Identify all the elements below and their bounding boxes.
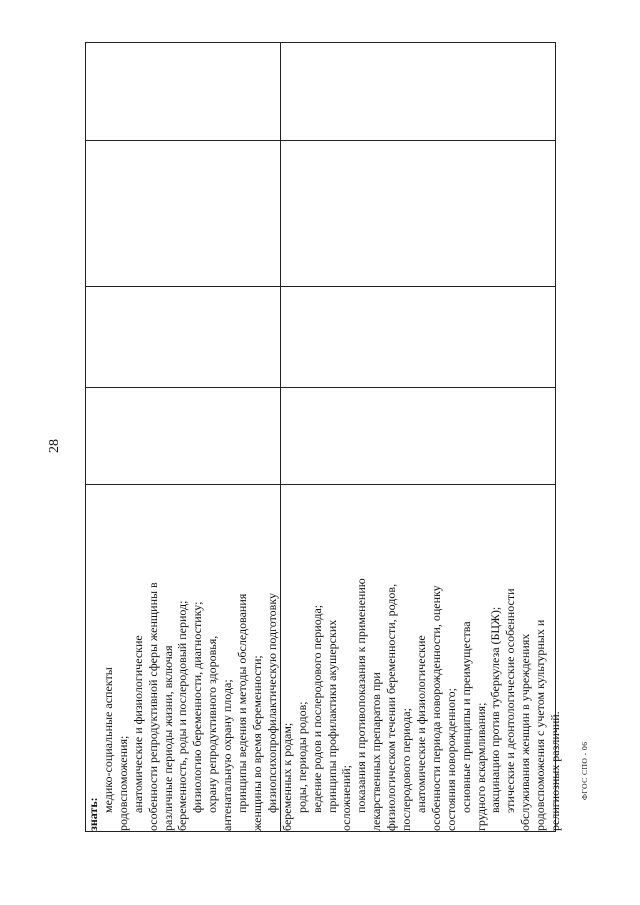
- knowledge-cell-text: [86, 486, 563, 831]
- row-divider: [86, 286, 555, 287]
- text-line: ведение родов и послеродового периода;: [309, 604, 324, 813]
- text-line: обслуживания женщин в учреждениях: [518, 633, 533, 831]
- text-line: осложнений;: [339, 765, 354, 831]
- text-line: роды, периоды родов;: [294, 701, 309, 813]
- text-line: беременность, роды и послеродовый период;: [175, 600, 190, 831]
- text-line: физиологическом течении беременности, родов,: [384, 583, 399, 831]
- text-line: беременных к родам;: [279, 722, 294, 831]
- text-line: религиозных различий.: [548, 711, 563, 831]
- text-line: показания и противопоказания к применению: [354, 578, 369, 813]
- row-divider: [86, 140, 555, 141]
- row-divider: [86, 484, 555, 485]
- text-line: физиопсихопрофилактическую подготовку: [264, 592, 279, 813]
- footer-code: ФГОС СПО - 06: [580, 741, 589, 800]
- text-line: принципы ведения и методы обследования: [235, 593, 250, 813]
- text-line: родовспоможения;: [115, 735, 130, 831]
- text-line: особенности периода новорожденности, оценку: [428, 585, 443, 831]
- text-line: антенатальную охрану плода;: [220, 679, 235, 831]
- text-line: анатомические и физиологические: [413, 635, 428, 813]
- text-line: охрану репродуктивного здоровья,: [205, 635, 220, 813]
- text-line: принципы профилактики акушерских: [324, 619, 339, 813]
- text-line: медико-социальные аспекты: [100, 667, 115, 813]
- row-divider: [86, 387, 555, 388]
- text-line: грудного вскармливания;: [473, 702, 488, 831]
- text-line: знать:: [86, 797, 100, 831]
- text-line: анатомические и физиологические: [130, 635, 145, 813]
- text-line: особенности репродуктивной сферы женщины в: [145, 582, 160, 831]
- text-line: вакцинацию против туберкулеза (БЦЖ);: [488, 606, 503, 813]
- text-line: послеродового периода;: [399, 708, 414, 831]
- text-line: родовспоможения с учетом культурных и: [533, 619, 548, 831]
- text-line: лекарственных препаратов при: [369, 672, 384, 831]
- page-number: 28: [47, 439, 62, 453]
- text-line: различные периоды жизни, включая: [160, 645, 175, 831]
- text-line: женщины во время беременности;: [249, 655, 264, 831]
- text-line: физиологию беременности, диагностику;: [190, 601, 205, 813]
- text-line: этические и деонтологические особенности: [503, 588, 518, 813]
- text-line: состояния новорожденного;: [443, 688, 458, 831]
- text-line: основные принципы и преимущества: [458, 621, 473, 813]
